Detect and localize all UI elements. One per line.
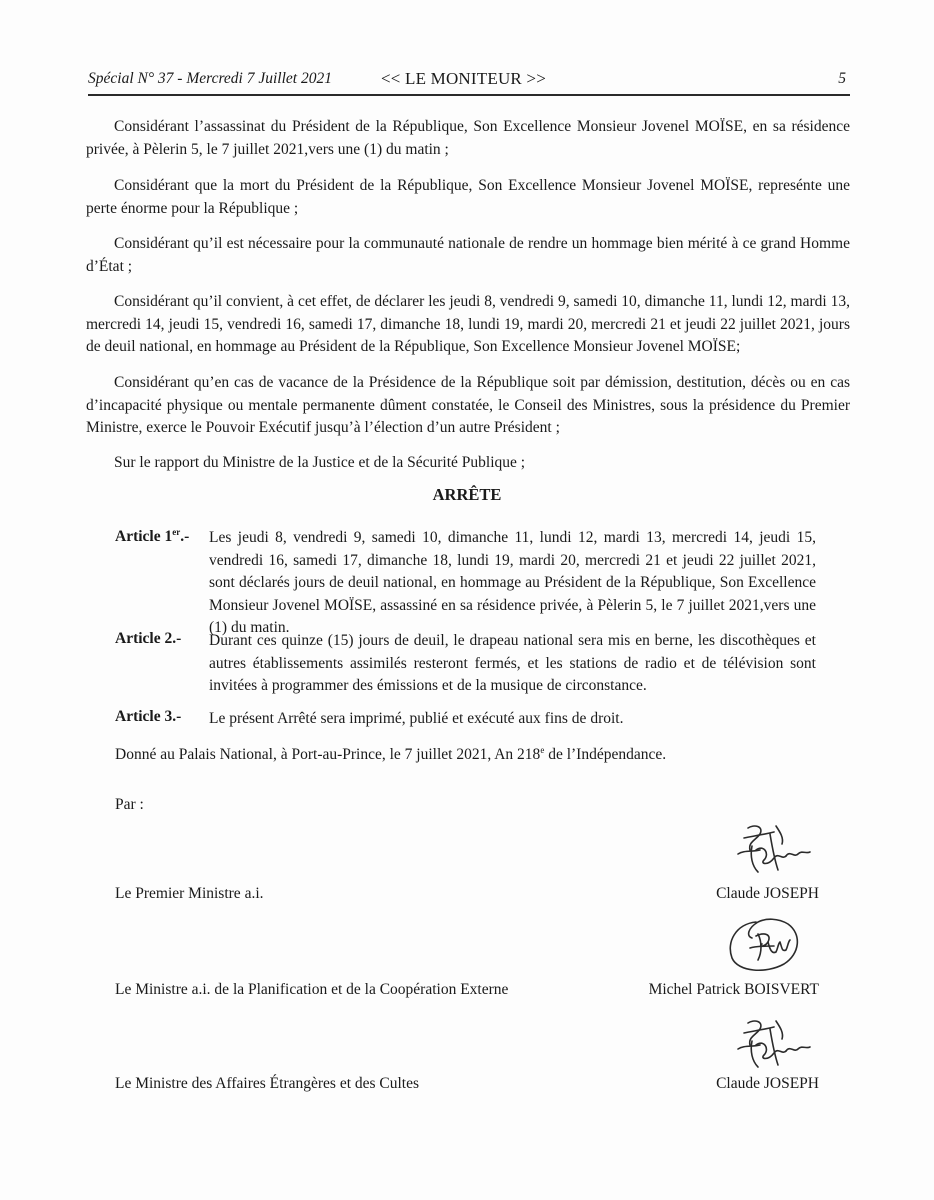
signature-claude-joseph-2 [730, 1015, 840, 1077]
page-number: 5 [838, 70, 846, 87]
par-label: Par : [115, 796, 144, 813]
considerant-3: Considérant qu’il est nécessaire pour la communauté nationale de rendre un hommage bien mérité à ce grand Homme d’État ; [86, 235, 850, 275]
considerant-4: Considérant qu’il convient, à cet effet, de déclarer les jeudi 8, vendredi 9, samedi 10, dimanche 11, lundi 12, mardi 13, mercredi 14, jeudi 15, vendredi 16, samedi 17, dimanche 18, lundi 19, mardi 20, mercredi 21 et jeudi 22 juillet 2021, jours de deuil national, en hommage au Président de la République, Son Excellence Monsieur Jovenel MOÏSE; [86, 293, 850, 355]
given-at: Donné au Palais National, à Port-au-Prince, le 7 juillet 2021, An 218e de l’Indépendance. [115, 745, 667, 764]
signatory-2-name: Michel Patrick BOISVERT [648, 981, 819, 998]
page-header [88, 70, 848, 92]
considerant-5: Considérant qu’en cas de vacance de la Présidence de la République soit par démission, destitution, décès ou en cas d’incapacité physique ou mentale permanente dûment constatée, le Conseil des Ministres, sous la présidence du Premier Ministre, exerce le Pouvoir Exécutif jusqu’à l’élection d’un autre Président ; [86, 374, 850, 436]
header-rule [88, 94, 850, 96]
considerant-1: Considérant l’assassinat du Président de la République, Son Excellence Monsieur Jovenel MOÏSE, en sa résidence privée, à Pèlerin 5, le 7 juillet 2021,vers une (1) du matin ; [86, 118, 850, 158]
signature-claude-joseph-1 [730, 820, 840, 882]
article-3-label: Article 3.- [115, 708, 182, 725]
considerant-2: Considérant que la mort du Président de la République, Son Excellence Monsieur Jovenel MOÏSE, represénte une perte énorme pour la République ; [86, 177, 850, 217]
article-2-label: Article 2.- [115, 630, 182, 647]
article-3-text: Le présent Arrêté sera imprimé, publié et exécuté aux fins de droit. [209, 710, 624, 727]
article-1-text: Les jeudi 8, vendredi 9, samedi 10, dimanche 11, lundi 12, mardi 13, mercredi 14, jeudi 15, vendredi 16, samedi 17, dimanche 18, lundi 19, mardi 20, mercredi 21 et jeudi 22 juillet 2021, sont déclarés jours de deuil national, en hommage au Président de la République, Son Excellence Monsieur Jovenel MOÏSE, assassiné en sa résidence privée, à Pèlerin 5, le 7 juillet 2021,vers une (1) du matin. [209, 529, 816, 636]
signatory-1-role: Le Premier Ministre a.i. [115, 885, 264, 902]
signatory-2-role: Le Ministre a.i. de la Planification et de la Coopération Externe [115, 981, 509, 998]
article-1-label: Article 1er.- [115, 527, 190, 546]
signatory-1-name: Claude JOSEPH [716, 885, 819, 902]
article-2-text: Durant ces quinze (15) jours de deuil, le drapeau national sera mis en berne, les discothèques et autres établissements assimilés resteront fermés, et les stations de radio et de télévision sont invitées à programmer des émissions et de la musique de circonstance. [209, 632, 816, 694]
journal-title: << LE MONITEUR >> [381, 69, 546, 88]
rapport: Sur le rapport du Ministre de la Justice et de la Sécurité Publique ; [114, 454, 526, 471]
signatory-3-role: Le Ministre des Affaires Étrangères et des Cultes [115, 1075, 420, 1092]
arrete-title: ARRÊTE [432, 485, 502, 504]
signature-michel-patrick-boisvert [722, 912, 808, 980]
issue-info: Spécial N° 37 - Mercredi 7 Juillet 2021 [88, 70, 332, 87]
signatory-3-name: Claude JOSEPH [716, 1075, 819, 1092]
